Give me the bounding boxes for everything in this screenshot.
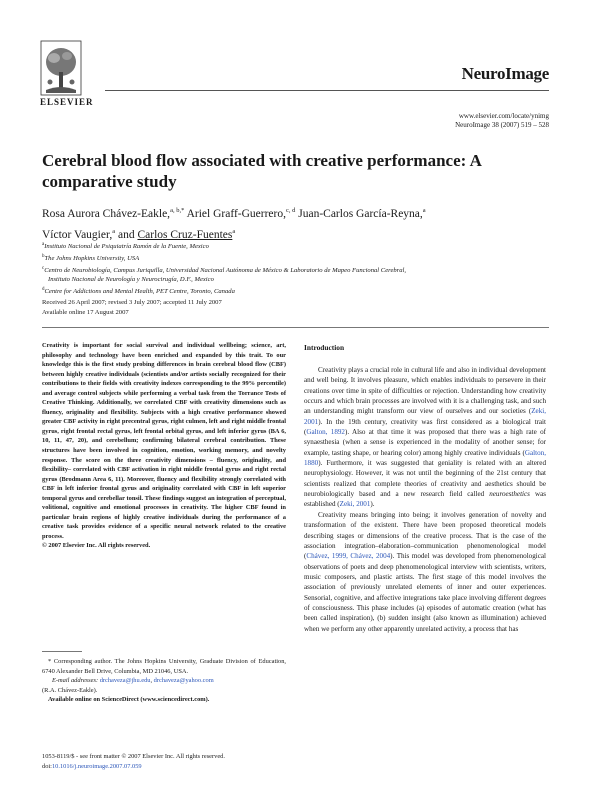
section-heading: Introduction — [304, 343, 345, 352]
paragraph-text: ). Also at that time it was proposed that there was a high rate of synaesthesia (when a sense is experienced in the modality of another sense; for example, tasting shape, or hearing color) among highly creative individuals ( — [304, 428, 547, 457]
affiliation-item: $^b$The Johns Hopkins University, USA — [42, 253, 140, 262]
paragraph-text: ). In the 19th century, creativity was first considered as a biological trait ( — [304, 417, 546, 437]
affiliation-item: $^c$Centro de Neurobiología, Campus Juriquilla, Universidad Nacional Autónoma de México & Laboratorio de Mapeo Funcional Cerebral, — [42, 265, 407, 274]
section-divider — [42, 327, 549, 328]
elsevier-tree-icon — [40, 40, 82, 96]
paragraph-text: neuroesthetics — [489, 490, 530, 499]
email-line: E-mail addresses: drchaveza@jhu.edu, drchaveza@yahoo.com — [52, 677, 214, 684]
author-list — [42, 202, 562, 244]
body-paragraph — [304, 365, 546, 510]
publisher-name: ELSEVIER — [40, 97, 94, 107]
email-link[interactable]: drchaveza@yahoo.com — [153, 677, 214, 684]
author-affiliation-mark: a — [422, 207, 426, 214]
author-name: Juan-Carlos García-Reyna, — [298, 207, 423, 220]
author-affiliation-mark: a — [232, 227, 236, 235]
citation-link[interactable]: Galton, 1880 — [304, 448, 546, 468]
copyright-notice: © 2007 Elsevier Inc. All rights reserved. — [42, 542, 151, 550]
corresponding-author-note: * Corresponding author. The Johns Hopkins University, Graduate Division of Education, 6740 Alexander Bell Drive, Columbia, MD 21046, USA. — [42, 658, 286, 675]
affiliation-item: Instituto Nacional de Neurología y Neurocirugía, D.F., Mexico — [48, 276, 214, 284]
author-affiliation-mark: c, d — [285, 207, 296, 214]
sciencedirect-note: Available online on ScienceDirect (www.sciencedirect.com). — [48, 696, 210, 703]
author-name: Víctor Vaugier, — [42, 228, 113, 241]
author-name: Ariel Graff-Guerrero, — [186, 207, 286, 220]
paragraph-text: ). — [370, 500, 375, 509]
affiliation-item: $^a$Instituto Nacional de Psiquiatría Ramón de la Fuente, Mexico — [42, 242, 209, 251]
elsevier-logo — [40, 40, 82, 96]
paragraph-text: ). Furthermore, it was suggested that geniality is related with an altered neurophysiology. However, it was not until the beginning of the 21st century that scientists realized that complete theories of creativity and aesthetics should be neurobiologically based and a new research field called — [304, 459, 546, 499]
author-name: Rosa Aurora Chávez-Eakle, — [42, 207, 171, 220]
body-paragraph — [304, 510, 546, 634]
author-name-link[interactable]: Carlos Cruz-Fuentes — [137, 228, 233, 241]
header-divider — [105, 90, 549, 91]
journal-info — [455, 112, 549, 130]
citation-link[interactable]: Galton, 1892 — [306, 428, 345, 437]
abstract-text: Creativity is important for social survival and individual wellbeing; science, art, philosophy and technology have been enriched and expanded by this trait. To our knowledge this is the first study probing differences in brain cerebral blood flow (CBF) between highly creative individuals (scientists and/or artists socially recognized for their contributions to their fields with creativity indexes corresponding to the 99% percentile) and average control subjects while performing a verbal task from the Torrance Tests of Creative Thinking. Additionally, we correlated CBF with creativity dimensions such as fluency, originality and flexibility. Subjects with a high creative performance showed greater CBF activity in right precentral gyrus, right culmen, left and right middle frontal gyrus, right frontal rectal gyrus, left frontal orbital gyrus, and left inferior gyrus (BA 6, 10, 11, 47, 20), and cerebellum; confirming bilateral cerebral contribution. These structures have been involved in cognition, emotion, working memory, and novelty response. The score on the three creativity dimensions – fluency, originality, and flexibility– correlated with CBF activation in right middle frontal gyrus and right rectal gyrus (Brodmann Area 6, 11). Moreover, fluency and flexibility strongly correlated with CBF in left inferior frontal gyrus and originality correlated with CBF in left superior temporal gyrus and cerebellar tonsil. These findings suggest an integration of perceptual, volitional, cognitive and emotional processes in creativity. The higher CBF found in particular brain regions of highly creative individuals during the performance of a creative task provides evidence of a specific neural network related to the creative process. — [42, 342, 286, 540]
online-date: Available online 17 August 2007 — [42, 308, 129, 316]
doi-link[interactable]: 10.1016/j.neuroimage.2007.07.059 — [51, 762, 142, 770]
journal-citation: NeuroImage 38 (2007) 519 – 528 — [455, 121, 549, 129]
paragraph-text: Creativity plays a crucial role in cultural life and also in individual development and well being. It involves pleasure, which enables individuals to persevere in their creations over time in spite of difficulties or rejection. Understanding how creativity occurs and which brain processes are involved with it is a challenging task, and such an understanding might transform our view of ourselves and our societies ( — [304, 366, 546, 416]
paragraph-text: was established ( — [304, 490, 546, 509]
article-title: Cerebral blood flow associated with creative performance: A comparative study — [42, 151, 481, 191]
footnote — [42, 657, 286, 705]
affiliation-item: $^d$Centre for Addictions and Mental Health, PET Centre, Toronto, Canada — [42, 286, 235, 296]
abstract — [42, 341, 286, 551]
journal-name: NeuroImage — [461, 64, 549, 83]
paragraph-text: Creativity means bringing into being; it involves generation of novelty and transformation of the existent. There have been proposed theoretical models describing stages or dimensions of the creative process. That is the case of the association integration–elaboration–communication phenomenological model ( — [304, 510, 546, 561]
paragraph-text: ). This model was developed from phenomenological observations of poets and deep phenomenological interview with scientists, writers, music composers, and plastic artists. The first stage of this model involves the association of previously unrelated elements of inner and outer experiences. Sensorial, cognitive, and affective integrations take place involving different degrees of consciousness. This phase includes (a) episodes of automatic creation (what has been called inspiration), (b) sudden insight (also known as illumination) achieved when we perform any other apparently unrelated activity, a process that has — [304, 552, 546, 633]
footnote-divider — [42, 651, 82, 652]
citation-link[interactable]: Zeki, 2001 — [339, 500, 371, 509]
issn-block — [42, 752, 302, 771]
email-link[interactable]: drchaveza@jhu.edu — [99, 677, 151, 684]
email-owner: (R.A. Chávez-Eakle). — [42, 686, 98, 694]
affiliations — [42, 240, 562, 297]
author-conjunction: and — [115, 228, 138, 241]
doi-line: doi:10.1016/j.neuroimage.2007.07.059 — [42, 762, 142, 770]
citation-link[interactable]: Zeki, 2001 — [304, 407, 546, 426]
author-affiliation-mark: a, b,* — [170, 207, 185, 214]
citation-link[interactable]: Chávez, 1999, Chávez, 2004 — [306, 552, 391, 561]
journal-url[interactable]: www.elsevier.com/locate/ynimg — [458, 112, 549, 120]
introduction-body — [304, 365, 546, 634]
article-history — [42, 298, 442, 317]
author-affiliation-mark: a — [112, 227, 116, 235]
issn-line: 1053-8119/$ - see front matter © 2007 Elsevier Inc. All rights reserved. — [42, 753, 225, 760]
received-dates: Received 26 April 2007; revised 3 July 2007; accepted 11 July 2007 — [42, 299, 222, 306]
